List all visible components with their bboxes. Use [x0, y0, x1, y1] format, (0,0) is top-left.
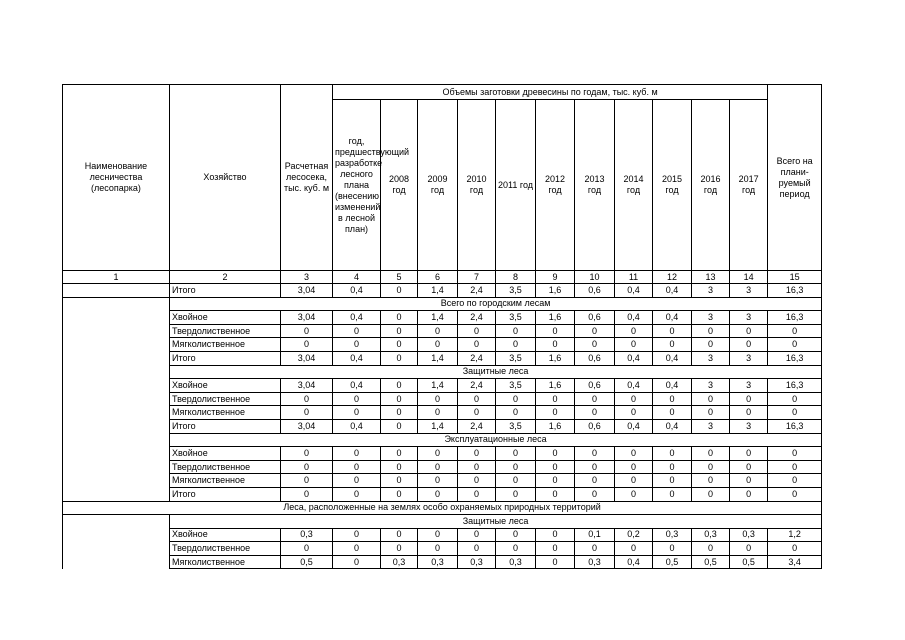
value-cell: 0: [381, 487, 418, 501]
value-cell: 0: [536, 487, 575, 501]
value-cell: 3,04: [281, 284, 333, 298]
table-row: [63, 528, 822, 542]
value-cell: 0: [575, 487, 615, 501]
forest-harvest-table: [62, 84, 822, 569]
value-cell: 0: [730, 487, 768, 501]
value-cell: 1,4: [418, 379, 458, 393]
section-row: [63, 433, 822, 447]
value-cell: 0,5: [692, 555, 730, 569]
section-row: [63, 297, 822, 311]
value-cell: 3: [730, 351, 768, 365]
value-cell: 0: [768, 487, 822, 501]
value-cell: 3: [692, 379, 730, 393]
value-cell: 3,5: [496, 351, 536, 365]
value-cell: 3,04: [281, 311, 333, 325]
section-title: Леса, расположенные на землях особо охраняемых природных территорий: [63, 501, 822, 515]
value-cell: 0: [536, 542, 575, 556]
value-cell: 0,6: [575, 311, 615, 325]
header-allowable-cut: Расчетная лесосека, тыс. куб. м: [281, 85, 333, 271]
value-cell: 0: [458, 406, 496, 420]
value-cell: 0: [333, 555, 381, 569]
value-cell: 0: [768, 447, 822, 461]
value-cell: 0: [653, 542, 692, 556]
value-cell: 0: [381, 474, 418, 488]
value-cell: 0: [536, 392, 575, 406]
row-label: Твердолиственное: [170, 324, 281, 338]
value-cell: 16,3: [768, 379, 822, 393]
row-label: Мягколиственное: [170, 555, 281, 569]
value-cell: 0,3: [730, 528, 768, 542]
column-number: 10: [575, 271, 615, 284]
value-cell: 0: [653, 338, 692, 352]
value-cell: 0: [333, 542, 381, 556]
value-cell: 0: [496, 324, 536, 338]
value-cell: 3: [692, 311, 730, 325]
value-cell: 3,04: [281, 419, 333, 433]
value-cell: 2,4: [458, 379, 496, 393]
value-cell: 3: [730, 311, 768, 325]
value-cell: 0,3: [692, 528, 730, 542]
column-number: 8: [496, 271, 536, 284]
header-year: 2015 год: [653, 100, 692, 271]
value-cell: 1,6: [536, 419, 575, 433]
value-cell: 0: [281, 447, 333, 461]
header-forestry-name: Наименование лесничества (лесопарка): [63, 85, 170, 271]
table-row: [63, 542, 822, 556]
value-cell: 3,04: [281, 379, 333, 393]
value-cell: 0: [692, 324, 730, 338]
value-cell: 0: [692, 460, 730, 474]
value-cell: 0: [418, 542, 458, 556]
value-cell: 0: [536, 474, 575, 488]
value-cell: 0: [496, 528, 536, 542]
section-row: [63, 515, 822, 529]
value-cell: 0,4: [615, 284, 653, 298]
value-cell: 3: [692, 284, 730, 298]
row-label: Мягколиственное: [170, 338, 281, 352]
value-cell: 0: [281, 392, 333, 406]
row-label: Хвойное: [170, 528, 281, 542]
value-cell: 0: [615, 474, 653, 488]
column-number: 4: [333, 271, 381, 284]
section-title: Всего по городским лесам: [170, 297, 822, 311]
value-cell: 1,6: [536, 379, 575, 393]
forestry-name-cell: [63, 515, 170, 569]
value-cell: 0: [536, 460, 575, 474]
column-number: 15: [768, 271, 822, 284]
table-row: [63, 338, 822, 352]
value-cell: 0: [536, 447, 575, 461]
value-cell: 0: [692, 487, 730, 501]
value-cell: 0,1: [575, 528, 615, 542]
value-cell: 0: [333, 487, 381, 501]
value-cell: 0,4: [653, 379, 692, 393]
value-cell: 0: [768, 474, 822, 488]
row-label: Твердолиственное: [170, 542, 281, 556]
value-cell: 1,6: [536, 284, 575, 298]
section-subtitle: Защитные леса: [170, 515, 822, 529]
value-cell: 0,4: [615, 419, 653, 433]
value-cell: 0,4: [653, 284, 692, 298]
row-label: Хвойное: [170, 447, 281, 461]
column-number: 12: [653, 271, 692, 284]
value-cell: 0: [281, 338, 333, 352]
value-cell: 0: [768, 392, 822, 406]
value-cell: 0: [496, 460, 536, 474]
table-row: [63, 324, 822, 338]
header-year: 2012 год: [536, 100, 575, 271]
column-number: 11: [615, 271, 653, 284]
value-cell: 0: [381, 447, 418, 461]
value-cell: 0: [381, 338, 418, 352]
value-cell: 0: [381, 284, 418, 298]
header-year: 2010 год: [458, 100, 496, 271]
row-label: Хвойное: [170, 311, 281, 325]
value-cell: 0: [458, 487, 496, 501]
header-total-period: Всего на плани-руемый период: [768, 85, 822, 271]
header-economy: Хозяйство: [170, 85, 281, 271]
value-cell: 0: [381, 392, 418, 406]
value-cell: 0: [496, 487, 536, 501]
value-cell: 0: [575, 474, 615, 488]
value-cell: 3: [692, 351, 730, 365]
value-cell: 0: [768, 542, 822, 556]
value-cell: 0: [496, 542, 536, 556]
value-cell: 0: [281, 324, 333, 338]
value-cell: 0,5: [281, 555, 333, 569]
value-cell: 0,5: [730, 555, 768, 569]
table-row: [63, 474, 822, 488]
value-cell: 3: [692, 419, 730, 433]
value-cell: 0: [381, 406, 418, 420]
value-cell: 0: [381, 460, 418, 474]
value-cell: 0: [381, 311, 418, 325]
value-cell: 0,3: [575, 555, 615, 569]
row-label: Итого: [170, 284, 281, 298]
value-cell: 1,4: [418, 419, 458, 433]
value-cell: 3,4: [768, 555, 822, 569]
value-cell: 0: [496, 338, 536, 352]
value-cell: 0: [615, 460, 653, 474]
value-cell: 3,5: [496, 284, 536, 298]
value-cell: 1,4: [418, 284, 458, 298]
table-row: [63, 419, 822, 433]
value-cell: 0: [458, 392, 496, 406]
value-cell: 0,6: [575, 351, 615, 365]
value-cell: 0,4: [615, 555, 653, 569]
value-cell: 0: [333, 392, 381, 406]
value-cell: 0: [536, 528, 575, 542]
row-label: Мягколиственное: [170, 406, 281, 420]
column-number: 6: [418, 271, 458, 284]
row-label: Итого: [170, 351, 281, 365]
value-cell: 0,2: [615, 528, 653, 542]
value-cell: 0,5: [653, 555, 692, 569]
value-cell: 0: [458, 460, 496, 474]
value-cell: 0: [692, 474, 730, 488]
value-cell: 0: [653, 324, 692, 338]
row-label: Итого: [170, 419, 281, 433]
table-row: [63, 351, 822, 365]
value-cell: 0: [381, 419, 418, 433]
section-row: [63, 365, 822, 379]
value-cell: 0,4: [653, 351, 692, 365]
value-cell: 0: [418, 392, 458, 406]
value-cell: 0: [333, 406, 381, 420]
header-year: 2011 год: [496, 100, 536, 271]
value-cell: 0: [333, 447, 381, 461]
value-cell: 0: [653, 447, 692, 461]
value-cell: 0: [615, 487, 653, 501]
value-cell: 16,3: [768, 284, 822, 298]
header-year: 2013 год: [575, 100, 615, 271]
value-cell: 0: [768, 338, 822, 352]
value-cell: 0,3: [281, 528, 333, 542]
value-cell: 0: [381, 351, 418, 365]
section-row: [63, 501, 822, 515]
value-cell: 3,5: [496, 379, 536, 393]
value-cell: 0: [730, 324, 768, 338]
header-year: 2016 год: [692, 100, 730, 271]
value-cell: 0: [575, 460, 615, 474]
value-cell: 0: [768, 460, 822, 474]
header-previous-year: год, предшествующий разработке лесного плана (внесению изменений в лесной план): [333, 100, 381, 271]
value-cell: 0: [333, 528, 381, 542]
value-cell: 1,2: [768, 528, 822, 542]
value-cell: 0,6: [575, 419, 615, 433]
value-cell: 0,4: [333, 311, 381, 325]
value-cell: 0: [458, 542, 496, 556]
value-cell: 0,4: [333, 284, 381, 298]
value-cell: 0: [281, 406, 333, 420]
value-cell: 0,4: [333, 419, 381, 433]
column-number: 1: [63, 271, 170, 284]
value-cell: 0: [615, 338, 653, 352]
value-cell: 0: [381, 542, 418, 556]
value-cell: 0: [281, 460, 333, 474]
value-cell: 0: [615, 542, 653, 556]
value-cell: 0: [418, 324, 458, 338]
row-label: Хвойное: [170, 379, 281, 393]
value-cell: 0,3: [653, 528, 692, 542]
forestry-name-cell: [63, 297, 170, 501]
value-cell: 0: [418, 487, 458, 501]
value-cell: 3,5: [496, 419, 536, 433]
value-cell: 0: [692, 542, 730, 556]
table-row: [63, 406, 822, 420]
value-cell: 0: [615, 324, 653, 338]
value-cell: 0,4: [615, 379, 653, 393]
value-cell: 0: [496, 447, 536, 461]
value-cell: 2,4: [458, 351, 496, 365]
value-cell: 16,3: [768, 351, 822, 365]
value-cell: 0: [730, 392, 768, 406]
value-cell: 0: [418, 447, 458, 461]
value-cell: 0: [381, 528, 418, 542]
table-row: [63, 392, 822, 406]
value-cell: 0: [730, 460, 768, 474]
value-cell: 0: [653, 406, 692, 420]
value-cell: 0: [381, 379, 418, 393]
row-label: Твердолиственное: [170, 460, 281, 474]
value-cell: 0: [536, 555, 575, 569]
value-cell: 0: [496, 474, 536, 488]
value-cell: 0,6: [575, 284, 615, 298]
value-cell: 1,6: [536, 351, 575, 365]
value-cell: 0: [333, 324, 381, 338]
value-cell: 0,4: [615, 351, 653, 365]
value-cell: 0: [418, 460, 458, 474]
value-cell: 0: [458, 474, 496, 488]
value-cell: 16,3: [768, 311, 822, 325]
column-number: 5: [381, 271, 418, 284]
value-cell: 0: [575, 338, 615, 352]
column-number: 9: [536, 271, 575, 284]
column-number: 13: [692, 271, 730, 284]
value-cell: 2,4: [458, 311, 496, 325]
value-cell: 0,4: [615, 311, 653, 325]
value-cell: 0: [615, 392, 653, 406]
value-cell: 0: [653, 487, 692, 501]
column-number: 14: [730, 271, 768, 284]
table-row: [63, 447, 822, 461]
table-row: [63, 311, 822, 325]
table-row: [63, 487, 822, 501]
header-year: 2009 год: [418, 100, 458, 271]
value-cell: 0: [575, 324, 615, 338]
table-row: [63, 379, 822, 393]
value-cell: 0: [730, 447, 768, 461]
value-cell: 0,3: [458, 555, 496, 569]
header-volume-by-years: Объемы заготовки древесины по годам, тыс. куб. м: [333, 85, 768, 100]
value-cell: 0,3: [496, 555, 536, 569]
table-row: [63, 555, 822, 569]
value-cell: 0: [730, 542, 768, 556]
value-cell: 0: [418, 338, 458, 352]
value-cell: 0: [575, 392, 615, 406]
value-cell: 0: [692, 338, 730, 352]
value-cell: 0: [653, 474, 692, 488]
value-cell: 0: [575, 542, 615, 556]
section-title: Эксплуатационные леса: [170, 433, 822, 447]
value-cell: 0: [653, 392, 692, 406]
value-cell: 0: [730, 474, 768, 488]
value-cell: 0: [458, 447, 496, 461]
value-cell: 0: [575, 447, 615, 461]
value-cell: 3,04: [281, 351, 333, 365]
value-cell: 0: [653, 460, 692, 474]
value-cell: 0: [281, 474, 333, 488]
value-cell: 0: [333, 338, 381, 352]
value-cell: 0: [333, 474, 381, 488]
row-label: Твердолиственное: [170, 392, 281, 406]
section-title: Защитные леса: [170, 365, 822, 379]
value-cell: 1,4: [418, 311, 458, 325]
value-cell: 16,3: [768, 419, 822, 433]
column-number: 2: [170, 271, 281, 284]
value-cell: 0: [536, 324, 575, 338]
value-cell: 0: [692, 447, 730, 461]
value-cell: 0,3: [381, 555, 418, 569]
value-cell: 3,5: [496, 311, 536, 325]
value-cell: 1,4: [418, 351, 458, 365]
value-cell: 3: [730, 284, 768, 298]
value-cell: 0: [730, 406, 768, 420]
value-cell: 0: [333, 460, 381, 474]
value-cell: 0: [281, 487, 333, 501]
value-cell: 0: [418, 406, 458, 420]
value-cell: 0: [496, 392, 536, 406]
value-cell: 0: [575, 406, 615, 420]
value-cell: 0,4: [333, 379, 381, 393]
value-cell: 3: [730, 419, 768, 433]
value-cell: 0,6: [575, 379, 615, 393]
value-cell: 0: [458, 528, 496, 542]
value-cell: 0: [692, 392, 730, 406]
value-cell: 0: [536, 338, 575, 352]
column-number: 3: [281, 271, 333, 284]
value-cell: 2,4: [458, 419, 496, 433]
header-year: 2014 год: [615, 100, 653, 271]
value-cell: 0: [418, 528, 458, 542]
value-cell: 0: [768, 406, 822, 420]
header-year: 2008 год: [381, 100, 418, 271]
value-cell: 0: [458, 338, 496, 352]
value-cell: 0: [615, 406, 653, 420]
table-row: [63, 460, 822, 474]
value-cell: 0,3: [418, 555, 458, 569]
row-label: Мягколиственное: [170, 474, 281, 488]
value-cell: 0: [381, 324, 418, 338]
value-cell: 0,4: [333, 351, 381, 365]
value-cell: 0: [692, 406, 730, 420]
value-cell: 2,4: [458, 284, 496, 298]
column-number: 7: [458, 271, 496, 284]
value-cell: 0: [458, 324, 496, 338]
row-label: Итого: [170, 487, 281, 501]
value-cell: 0: [496, 406, 536, 420]
empty-cell: [63, 284, 170, 298]
value-cell: 3: [730, 379, 768, 393]
header-year: 2017 год: [730, 100, 768, 271]
value-cell: 0,4: [653, 419, 692, 433]
value-cell: 0: [281, 542, 333, 556]
table-row: [63, 284, 822, 298]
value-cell: 0,4: [653, 311, 692, 325]
value-cell: 0: [418, 474, 458, 488]
value-cell: 0: [768, 324, 822, 338]
value-cell: 0: [536, 406, 575, 420]
value-cell: 0: [615, 447, 653, 461]
value-cell: 1,6: [536, 311, 575, 325]
value-cell: 0: [730, 338, 768, 352]
